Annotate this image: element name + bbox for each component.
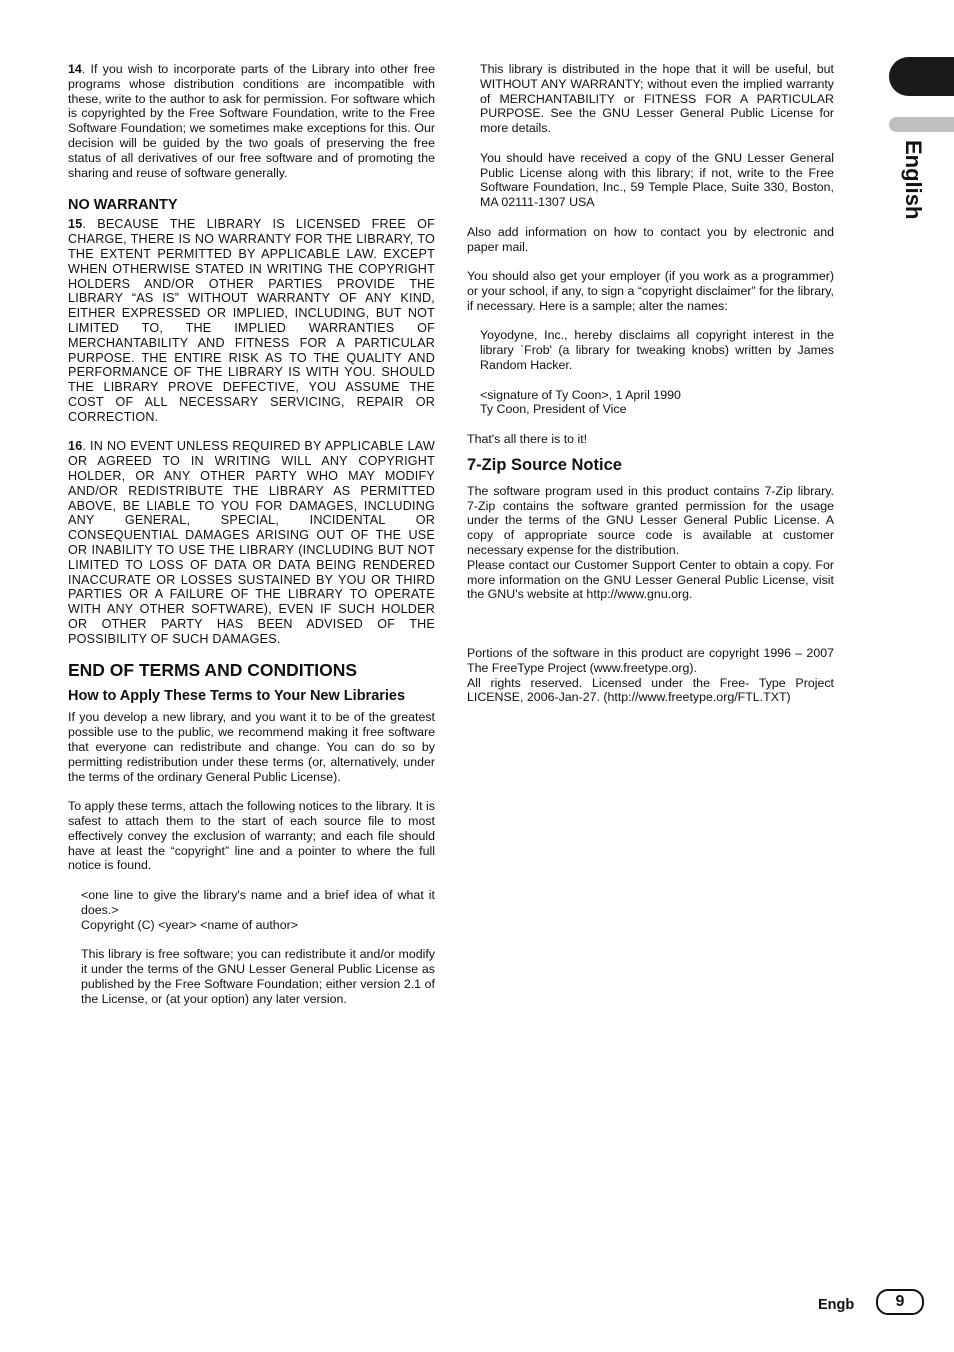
yoyodyne-paragraph: Yoyodyne, Inc., hereby disclaims all copyright interest in the library `Frob' (a library for tweaking knobs) written by James Random Hacker. xyxy=(480,328,834,372)
clause-15-text: . BECAUSE THE LIBRARY IS LICENSED FREE OF CHARGE, THERE IS NO WARRANTY FOR THE LIBRARY, TO THE EXTENT PERMITTED BY APPLICABLE LAW. EXCEPT WHEN OTHERWISE STATED IN WRITING THE COPYRIGHT HOLDERS AND/OR OTHER PARTIES PROVIDE THE LIBRARY “AS IS” WITHOUT WARRANTY OF ANY KIND, EITHER EXPRESSED OR IMPLIED, INCLUDING, BUT NOT LIMITED TO, THE IMPLIED WARRANTIES OF MERCHANTABILITY AND FITNESS FOR A PARTICULAR PURPOSE. THE ENTIRE RISK AS TO THE QUALITY AND PERFORMANCE OF THE LIBRARY IS WITH YOU. SHOULD THE LIBRARY PROVE DEFECTIVE, YOU ASSUME THE COST OF ALL NECESSARY SERVICING, REPAIR OR CORRECTION. xyxy=(68,217,435,424)
signature-line-1: <signature of Ty Coon>, 1 April 1990 xyxy=(480,387,681,402)
zip-paragraph-2: Please contact our Customer Support Center to obtain a copy. For more information on the GNU Lesser General Public License, visit the GNU's website at http://www.gnu.org. xyxy=(467,557,834,602)
thats-all-line: That's all there is to it! xyxy=(467,431,588,446)
freetype-paragraph-2: All rights reserved. Licensed under the Free- Type Project LICENSE, 2006-Jan-27. (http://www.freetype.org/FTL.TXT) xyxy=(467,675,834,705)
language-tab xyxy=(889,57,954,96)
notice-line-1: <one line to give the library's name and a brief idea of what it does.> xyxy=(81,888,435,917)
zip-paragraph-1: The software program used in this product contains 7-Zip library. 7-Zip contains the software granted permission for the usage under the terms of the GNU Lesser General Public License. A copy of appropriate source code is available at customer necessary expense for the distribution. xyxy=(467,483,834,557)
language-tab-bar xyxy=(889,117,954,132)
section-spacer xyxy=(467,602,834,646)
apply-paragraph-2: To apply these terms, attach the following notices to the library. It is safest to attach them to the start of each source file to most effectively convey the exclusion of warranty; and each file should have at least the “copyright” line and a pointer to where the full notice is found. xyxy=(68,799,435,873)
clause-16 xyxy=(68,439,435,646)
freetype-paragraph-1: Portions of the software in this product are copyright 1996 – 2007 The FreeType Project (www.freetype.org). xyxy=(467,646,834,675)
clause-14 xyxy=(68,62,435,180)
page-number: 9 xyxy=(876,1289,924,1315)
footer-language-code: Engb xyxy=(818,1297,855,1313)
employer-paragraph: You should also get your employer (if you work as a programmer) or your school, if any, to sign a “copyright disclaimer” for the library, if necessary. Here is a sample; alter the names: xyxy=(467,269,834,313)
clause-15-number: 15 xyxy=(68,217,83,232)
language-label: English xyxy=(901,140,926,220)
notice-paragraph-3: This library is distributed in the hope that it will be useful, but WITHOUT ANY WARRANTY; without even the implied warranty of MERCHANTABILITY or FITNESS FOR A PARTICULAR PURPOSE. See the GNU Lesser General Public License for more details. xyxy=(480,62,834,136)
zip-notice-heading: 7-Zip Source Notice xyxy=(467,455,622,474)
notice-copyright-line: Copyright (C) <year> <name of author> xyxy=(81,917,298,932)
clause-14-number: 14 xyxy=(68,62,82,76)
clause-16-text: . IN NO EVENT UNLESS REQUIRED BY APPLICABLE LAW OR AGREED TO IN WRITING WILL ANY COPYRIGHT HOLDER, OR ANY OTHER PARTY WHO MAY MODIFY AND/OR REDISTRIBUTE THE LIBRARY AS PERMITTED ABOVE, BE LIABLE TO YOU FOR DAMAGES, INCLUDING ANY GENERAL, SPECIAL, INCIDENTAL OR CONSEQUENTIAL DAMAGES ARISING OUT OF THE USE OR INABILITY TO USE THE LIBRARY (INCLUDING BUT NOT LIMITED TO LOSS OF DATA OR DATA BEING RENDERED INACCURATE OR LOSSES SUSTAINED BY YOU OR THIRD PARTIES OR A FAILURE OF THE LIBRARY TO OPERATE WITH ANY OTHER SOFTWARE), EVEN IF SUCH HOLDER OR OTHER PARTY HAS BEEN ADVISED OF THE POSSIBILITY OF SUCH DAMAGES. xyxy=(68,439,435,646)
end-of-terms-heading: END OF TERMS AND CONDITIONS xyxy=(68,660,358,681)
clause-16-number: 16 xyxy=(68,439,83,454)
how-to-apply-heading: How to Apply These Terms to Your New Libraries xyxy=(68,688,406,705)
notice-paragraph-4: You should have received a copy of the GNU Lesser General Public License along with this library; if not, write to the Free Software Foundation, Inc., 59 Temple Place, Suite 330, Boston, MA 02111-1307 USA xyxy=(480,150,834,210)
signature-line-2: Ty Coon, President of Vice xyxy=(480,402,627,417)
left-column xyxy=(68,62,435,1006)
no-warranty-heading: NO WARRANTY xyxy=(68,197,178,214)
apply-paragraph-1: If you develop a new library, and you want it to be of the greatest possible use to the public, we recommend making it free software that everyone can redistribute and change. You can do so by permitting redistribution under these terms (or, alternatively, under the terms of the ordinary General Public License). xyxy=(68,710,435,784)
clause-15 xyxy=(68,217,435,424)
clause-14-text: . If you wish to incorporate parts of the Library into other free programs whose distribution conditions are incompatible with these, write to the author to ask for permission. For software which is copyrighted by the Free Software Foundation, write to the Free Software Foundation; we sometimes make exceptions for this. Our decision will be guided by the two goals of preserving the free status of all derivatives of our free software and of promoting the sharing and reuse of software generally. xyxy=(68,62,435,180)
right-column xyxy=(467,62,834,705)
notice-paragraph-2: This library is free software; you can redistribute it and/or modify it under the terms of the GNU Lesser General Public License as published by the Free Software Foundation; either version 2.1 of the License, or (at your option) any later version. xyxy=(81,947,435,1006)
contact-paragraph: Also add information on how to contact you by electronic and paper mail. xyxy=(467,224,834,254)
